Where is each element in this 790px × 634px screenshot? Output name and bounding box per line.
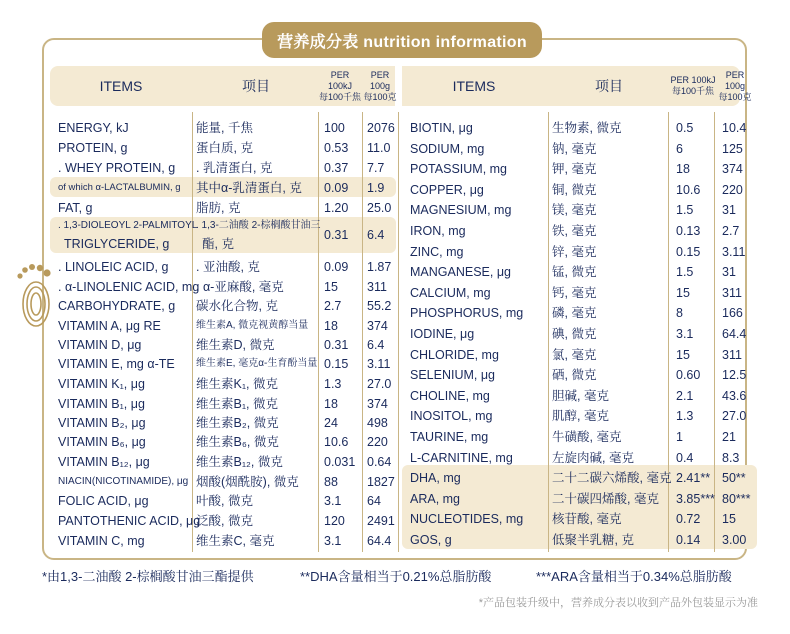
packaging-note: *产品包装升级中，营养成分表以收到产品外包装显示为准	[478, 597, 758, 609]
header-per100kj-en: PER 100kJ	[670, 75, 716, 85]
value-per-100kj: 0.031	[324, 455, 356, 469]
value-per-100g: 21	[722, 430, 736, 444]
item-name-cn: 铁, 毫克	[552, 224, 597, 238]
value-per-100kj: 1.20	[324, 201, 349, 215]
item-name-cn: 生物素, 微克	[552, 121, 622, 135]
value-per-100g: 374	[722, 162, 743, 176]
item-name-cn: 维生素C, 毫克	[196, 534, 275, 548]
value-per-100kj: 8	[676, 306, 683, 320]
header-per100kj-cn: 每100千焦	[671, 86, 715, 96]
item-name-en: IODINE, μg	[410, 327, 475, 341]
item-name-en: of which α-LACTALBUMIN, g	[58, 182, 181, 193]
item-name-en: DHA, mg	[410, 471, 461, 485]
value-per-100g: 50**	[722, 471, 746, 485]
value-per-100kj: 0.15	[676, 245, 701, 259]
value-per-100g: 374	[367, 319, 388, 333]
item-name-en: CHLORIDE, mg	[410, 348, 499, 362]
header-per100g-cn: 每100克	[718, 91, 752, 102]
value-per-100kj: 1.5	[676, 265, 694, 279]
value-per-100kj: 0.53	[324, 141, 349, 155]
value-per-100kj: 6	[676, 142, 683, 156]
col-divider	[398, 112, 399, 552]
value-per-100kj: 88	[324, 475, 338, 489]
col-divider	[548, 112, 549, 552]
value-per-100g: 1.9	[367, 181, 385, 195]
item-name-en: MANGANESE, μg	[410, 265, 511, 279]
item-name-en: POTASSIUM, mg	[410, 162, 508, 176]
header-per100g-cn: 每100克	[363, 91, 397, 102]
item-name-cn: 铜, 微克	[552, 183, 597, 197]
header-items-left: ITEMS	[99, 78, 143, 94]
value-per-100g: 80***	[722, 492, 751, 506]
value-per-100kj: 0.31	[324, 228, 349, 242]
item-name-cn: 锌, 毫克	[552, 245, 597, 259]
value-per-100g: 64.4	[367, 534, 392, 548]
value-per-100g: 11.0	[367, 141, 391, 155]
item-name-cn: 氯, 毫克	[552, 348, 597, 362]
item-name-en: TAURINE, mg	[410, 430, 489, 444]
value-per-100g: 64	[367, 494, 381, 508]
value-per-100kj: 18	[324, 319, 338, 333]
item-name-cn: 维生素E, 毫克α-生育酚当量	[196, 358, 318, 369]
col-divider	[668, 112, 669, 552]
item-name-en: NUCLEOTIDES, mg	[410, 512, 524, 526]
value-per-100g: 10.4	[722, 121, 747, 135]
item-name-cn: 牛磺酸, 毫克	[552, 430, 622, 444]
item-name-en: VITAMIN B₂, μg	[58, 416, 146, 430]
value-per-100g: 125	[722, 142, 743, 156]
value-per-100g: 7.7	[367, 161, 385, 175]
value-per-100g: 55.2	[367, 299, 392, 313]
item-name-cn: 叶酸, 微克	[196, 494, 253, 508]
value-per-100g: 12.5	[722, 368, 747, 382]
item-name-en: VITAMIN D, μg	[58, 338, 142, 352]
item-name-en: PROTEIN, g	[58, 141, 128, 155]
item-name-en: PANTOTHENIC ACID, μg	[58, 514, 201, 528]
value-per-100g: 2491	[367, 514, 395, 528]
item-name-en: CALCIUM, mg	[410, 286, 491, 300]
item-name-cn: 酯, 克	[202, 237, 234, 251]
item-name-en: VITAMIN B₁₂, μg	[58, 455, 150, 469]
item-name-cn: 硒, 微克	[552, 368, 597, 382]
item-name-en: FOLIC ACID, μg	[58, 494, 149, 508]
header-per100g-en: PER 100g	[724, 69, 746, 91]
value-per-100kj: 0.14	[676, 533, 701, 547]
header-items-right: ITEMS	[452, 78, 496, 94]
value-per-100g: 25.0	[367, 201, 392, 215]
value-per-100kj: 1	[676, 430, 683, 444]
value-per-100kj: 0.09	[324, 260, 349, 274]
value-per-100kj: 1.3	[676, 409, 694, 423]
value-per-100kj: 0.60	[676, 368, 701, 382]
item-name-cn: 维生素B₁₂, 微克	[196, 455, 283, 469]
item-name-cn: 维生素B₁, 微克	[196, 397, 279, 411]
item-name-cn: 钾, 毫克	[552, 162, 597, 176]
item-name-cn: 维生素B₂, 微克	[196, 416, 279, 430]
item-name-en: VITAMIN B₁, μg	[58, 397, 145, 411]
item-name-en: TRIGLYCERIDE, g	[64, 237, 170, 251]
item-name-cn: 镁, 毫克	[552, 203, 597, 217]
item-name-en: IRON, mg	[410, 224, 466, 238]
footprint-icon	[14, 262, 54, 332]
item-name-en: . α-LINOLENIC ACID, mg	[58, 280, 200, 294]
value-per-100g: 311	[722, 348, 742, 362]
value-per-100g: 6.4	[367, 338, 385, 352]
value-per-100kj: 3.1	[676, 327, 694, 341]
item-name-cn: 锰, 微克	[552, 265, 597, 279]
item-name-cn: 磷, 毫克	[552, 306, 597, 320]
item-name-cn: 低聚半乳糖, 克	[552, 533, 634, 547]
item-name-en: NIACIN(NICOTINAMIDE), μg	[58, 476, 189, 487]
header-per100g-right	[716, 66, 754, 106]
value-per-100g: 220	[367, 435, 388, 449]
item-name-cn: 维生素B₆, 微克	[196, 435, 279, 449]
item-name-en: VITAMIN K₁, μg	[58, 377, 145, 391]
value-per-100kj: 100	[324, 121, 345, 135]
value-per-100g: 2076	[367, 121, 395, 135]
value-per-100g: 3.11	[722, 245, 746, 259]
item-name-en: CHOLINE, mg	[410, 389, 490, 403]
item-name-en: CARBOHYDRATE, g	[58, 299, 176, 313]
item-name-cn: . 乳清蛋白, 克	[196, 161, 273, 175]
item-name-cn: 碘, 微克	[552, 327, 597, 341]
item-name-en: GOS, g	[410, 533, 452, 547]
value-per-100kj: 1.5	[676, 203, 694, 217]
item-name-cn: 维生素K₁, 微克	[196, 377, 279, 391]
value-per-100g: 1827	[367, 475, 395, 489]
value-per-100g: 15	[722, 512, 736, 526]
value-per-100kj: 2.41**	[676, 471, 711, 485]
header-xiangmu-right: 项目	[595, 78, 623, 94]
value-per-100g: 27.0	[367, 377, 392, 391]
footnote-opo: *由1,3-二油酸 2-棕榈酸甘油三酯提供	[42, 569, 254, 584]
value-per-100kj: 0.15	[324, 357, 349, 371]
value-per-100kj: 3.85***	[676, 492, 715, 506]
col-divider	[362, 112, 363, 552]
header-per100kj-right	[670, 66, 716, 106]
item-name-cn: . α-亚麻酸, 毫克	[196, 280, 284, 294]
value-per-100g: 2.7	[722, 224, 740, 238]
header-per100kj-cn: 每100千焦	[318, 91, 362, 102]
item-name-cn: 脂肪, 克	[196, 201, 241, 215]
item-name-cn: 胆碱, 毫克	[552, 389, 609, 403]
item-name-en: ENERGY, kJ	[58, 121, 129, 135]
value-per-100kj: 24	[324, 416, 338, 430]
value-per-100kj: 0.37	[324, 161, 349, 175]
value-per-100kj: 2.1	[676, 389, 694, 403]
value-per-100kj: 10.6	[676, 183, 701, 197]
item-name-cn: 二十二碳六烯酸, 毫克	[552, 471, 672, 485]
col-divider	[714, 112, 715, 552]
header-per100kj-left	[318, 66, 362, 106]
value-per-100kj: 120	[324, 514, 345, 528]
item-name-cn: 泛酸, 微克	[196, 514, 253, 528]
value-per-100kj: 18	[324, 397, 338, 411]
value-per-100g: 1.87	[367, 260, 392, 274]
item-name-en: ZINC, mg	[410, 245, 464, 259]
header-per100kj-en: PER 100kJ	[327, 69, 353, 91]
value-per-100g: 3.00	[722, 533, 747, 547]
col-divider	[318, 112, 319, 552]
item-name-en: FAT, g	[58, 201, 93, 215]
item-name-cn: 核苷酸, 毫克	[552, 512, 622, 526]
item-name-en: COPPER, μg	[410, 183, 484, 197]
item-name-cn: 蛋白质, 克	[196, 141, 253, 155]
item-name-en: VITAMIN E, mg α-TE	[58, 357, 175, 371]
item-name-en: ARA, mg	[410, 492, 461, 506]
item-name-en: INOSITOL, mg	[410, 409, 493, 423]
item-name-cn: . 1,3-二油酸 2-棕榈酸甘油三	[196, 220, 321, 231]
value-per-100g: 311	[722, 286, 742, 300]
item-name-en: SELENIUM, μg	[410, 368, 496, 382]
item-name-en: . LINOLEIC ACID, g	[58, 260, 169, 274]
item-name-en: VITAMIN A, μg RE	[58, 319, 161, 333]
item-name-cn: . 亚油酸, 克	[196, 260, 260, 274]
item-name-en: . WHEY PROTEIN, g	[58, 161, 176, 175]
item-name-en: PHOSPHORUS, mg	[410, 306, 524, 320]
value-per-100kj: 0.4	[676, 451, 694, 465]
value-per-100g: 43.6	[722, 389, 747, 403]
footnote-dha: **DHA含量相当于0.21%总脂肪酸	[300, 569, 492, 584]
value-per-100kj: 2.7	[324, 299, 342, 313]
item-name-cn: 肌醇, 毫克	[552, 409, 609, 423]
value-per-100g: 8.3	[722, 451, 740, 465]
item-name-cn: 钠, 毫克	[552, 142, 597, 156]
value-per-100kj: 3.1	[324, 494, 342, 508]
value-per-100g: 311	[367, 280, 387, 294]
value-per-100g: 166	[722, 306, 743, 320]
value-per-100kj: 15	[324, 280, 338, 294]
value-per-100g: 31	[722, 265, 736, 279]
header-per100g-en: PER 100g	[369, 69, 391, 91]
footnote-ara: ***ARA含量相当于0.34%总脂肪酸	[536, 569, 732, 584]
item-name-en: L-CARNITINE, mg	[410, 451, 513, 465]
item-name-en: MAGNESIUM, mg	[410, 203, 512, 217]
value-per-100g: 27.0	[722, 409, 747, 423]
item-name-cn: 维生素D, 微克	[196, 338, 275, 352]
value-per-100kj: 0.13	[676, 224, 701, 238]
item-name-en: VITAMIN B₆, μg	[58, 435, 146, 449]
value-per-100g: 374	[367, 397, 388, 411]
item-name-en: VITAMIN C, mg	[58, 534, 145, 548]
value-per-100kj: 15	[676, 348, 690, 362]
item-name-en: BIOTIN, μg	[410, 121, 473, 135]
value-per-100g: 3.11	[367, 357, 391, 371]
item-name-cn: 维生素A, 微克视黄醇当量	[196, 320, 309, 331]
item-name-cn: 烟酸(烟酰胺), 微克	[196, 475, 299, 489]
value-per-100kj: 15	[676, 286, 690, 300]
value-per-100kj: 18	[676, 162, 690, 176]
col-divider	[192, 112, 193, 552]
value-per-100g: 6.4	[367, 228, 385, 242]
value-per-100kj: 1.3	[324, 377, 342, 391]
value-per-100g: 31	[722, 203, 736, 217]
value-per-100kj: 0.5	[676, 121, 694, 135]
item-name-cn: 钙, 毫克	[552, 286, 597, 300]
value-per-100kj: 0.09	[324, 181, 349, 195]
value-per-100kj: 0.72	[676, 512, 701, 526]
value-per-100g: 220	[722, 183, 743, 197]
value-per-100g: 0.64	[367, 455, 392, 469]
item-name-cn: 二十碳四烯酸, 毫克	[552, 492, 659, 506]
header-per100g-left	[362, 66, 398, 106]
value-per-100g: 64.4	[722, 327, 747, 341]
value-per-100kj: 0.31	[324, 338, 349, 352]
item-name-cn: 其中α-乳清蛋白, 克	[196, 181, 302, 195]
value-per-100g: 498	[367, 416, 388, 430]
item-name-en: SODIUM, mg	[410, 142, 485, 156]
item-name-cn: 能量, 千焦	[196, 121, 253, 135]
item-name-cn: 左旋肉碱, 毫克	[552, 451, 634, 465]
header-xiangmu-left: 项目	[242, 78, 270, 94]
item-name-en: . 1,3-DIOLEOYL 2-PALMITOYL	[58, 220, 198, 231]
table-title: 营养成分表 nutrition information	[262, 22, 542, 58]
item-name-cn: 碳水化合物, 克	[196, 299, 278, 313]
value-per-100kj: 10.6	[324, 435, 349, 449]
value-per-100kj: 3.1	[324, 534, 342, 548]
